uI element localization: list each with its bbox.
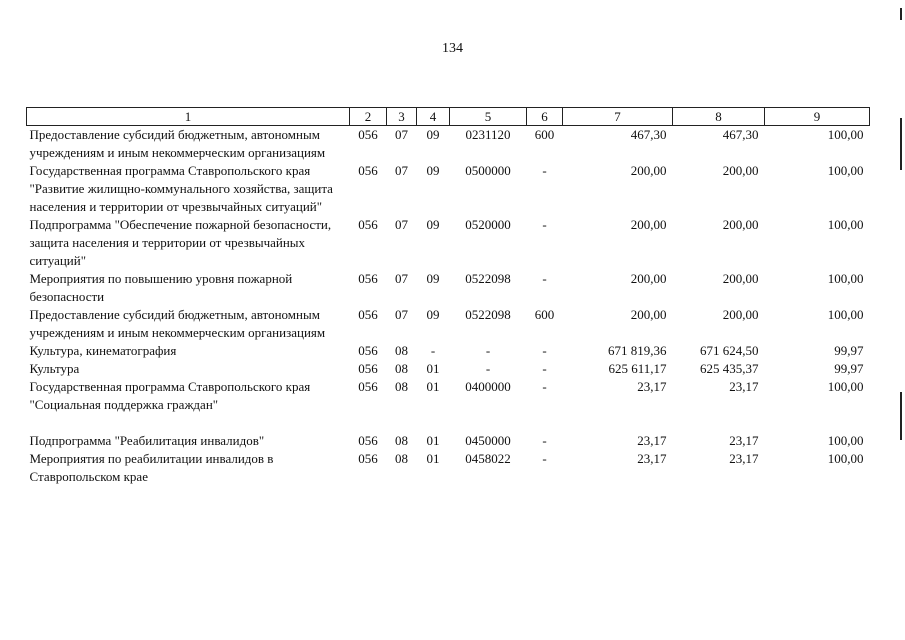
cell-target-code: 0400000 xyxy=(465,379,511,394)
cell-actual: 467,30 xyxy=(722,127,759,142)
cell-percent: 100,00 xyxy=(827,307,864,322)
column-header: 9 xyxy=(765,108,870,126)
edge-mark-top xyxy=(900,8,902,20)
cell-target-code: 0458022 xyxy=(465,451,511,466)
row-name: Предоставление субсидий бюджетным, автономным учреждениям и иным некоммерческим организациям xyxy=(29,307,326,340)
table-row xyxy=(27,126,870,163)
cell-actual: 23,17 xyxy=(729,451,759,466)
cell-subsection: 01 xyxy=(426,361,440,376)
cell-ministry: 056 xyxy=(358,271,378,286)
column-header: 7 xyxy=(563,108,673,126)
cell-percent: 100,00 xyxy=(827,379,864,394)
cell-plan: 23,17 xyxy=(637,379,667,394)
cell-subsection: 09 xyxy=(426,307,440,322)
cell-target-code: 0500000 xyxy=(465,163,511,178)
cell-subsection: 01 xyxy=(426,379,440,394)
cell-plan: 200,00 xyxy=(630,271,667,286)
edge-mark-middle xyxy=(900,118,902,170)
cell-ministry: 056 xyxy=(358,433,378,448)
cell-subsection: 09 xyxy=(426,217,440,232)
budget-table xyxy=(26,107,870,486)
table-row xyxy=(27,306,870,342)
table-row xyxy=(27,162,870,216)
cell-subsection: 09 xyxy=(426,163,440,178)
cell-subsection: 09 xyxy=(426,271,440,286)
column-header: 5 xyxy=(450,108,527,126)
column-header: 1 xyxy=(27,108,350,126)
cell-section: 08 xyxy=(395,361,408,376)
row-name: Государственная программа Ставропольского края "Развитие жилищно-коммунального хозяйства, защита населения и территории от чрезвычайных ситуаций" xyxy=(29,163,333,214)
cell-ministry: 056 xyxy=(358,163,378,178)
cell-section: 07 xyxy=(395,127,408,142)
cell-ministry: 056 xyxy=(358,361,378,376)
table-row xyxy=(27,216,870,270)
table-row xyxy=(27,360,870,378)
cell-ministry: 056 xyxy=(358,451,378,466)
cell-percent: 100,00 xyxy=(827,127,864,142)
cell-actual: 23,17 xyxy=(729,379,759,394)
cell-subsection: 09 xyxy=(426,127,440,142)
cell-plan: 625 611,17 xyxy=(608,361,667,376)
row-name: Подпрограмма "Обеспечение пожарной безопасности, защита населения и территории от чрезвычайных ситуаций" xyxy=(29,217,332,268)
cell-subsection: 01 xyxy=(426,451,440,466)
row-name: Мероприятия по повышению уровня пожарной безопасности xyxy=(29,271,293,304)
row-name: Подпрограмма "Реабилитация инвалидов" xyxy=(29,433,265,448)
cell-expense-type: - xyxy=(542,361,547,376)
cell-section: 07 xyxy=(395,307,408,322)
cell-expense-type: - xyxy=(542,271,547,286)
cell-ministry: 056 xyxy=(358,343,378,358)
column-header: 8 xyxy=(673,108,765,126)
cell-expense-type: - xyxy=(542,163,547,178)
table-row xyxy=(27,270,870,306)
cell-percent: 100,00 xyxy=(827,217,864,232)
cell-target-code: 0522098 xyxy=(465,271,511,286)
cell-section: 07 xyxy=(395,217,408,232)
cell-ministry: 056 xyxy=(358,307,378,322)
cell-percent: 99,97 xyxy=(834,343,864,358)
cell-target-code: 0522098 xyxy=(465,307,511,322)
cell-plan: 23,17 xyxy=(637,451,667,466)
cell-actual: 23,17 xyxy=(729,433,759,448)
cell-target-code: - xyxy=(485,343,491,358)
cell-percent: 100,00 xyxy=(827,163,864,178)
cell-ministry: 056 xyxy=(358,127,378,142)
table-row xyxy=(27,450,870,486)
cell-actual: 671 624,50 xyxy=(700,343,759,358)
table-header-row xyxy=(27,108,870,126)
cell-section: 08 xyxy=(395,451,408,466)
cell-subsection: 01 xyxy=(426,433,440,448)
edge-mark-lower xyxy=(900,392,902,440)
column-header: 2 xyxy=(350,108,387,126)
cell-ministry: 056 xyxy=(358,379,378,394)
cell-percent: 100,00 xyxy=(827,271,864,286)
cell-target-code: - xyxy=(485,361,491,376)
table-row xyxy=(27,342,870,360)
table-row xyxy=(27,432,870,450)
cell-target-code: 0520000 xyxy=(465,217,511,232)
page-number: 134 xyxy=(442,41,463,56)
table-row xyxy=(27,378,870,414)
cell-actual: 625 435,37 xyxy=(700,361,759,376)
cell-expense-type: - xyxy=(542,433,547,448)
cell-percent: 99,97 xyxy=(834,361,864,376)
cell-actual: 200,00 xyxy=(722,307,759,322)
cell-target-code: 0450000 xyxy=(465,433,511,448)
cell-percent: 100,00 xyxy=(827,451,864,466)
cell-plan: 671 819,36 xyxy=(608,343,667,358)
row-name: Культура, кинематография xyxy=(29,343,177,358)
row-spacer xyxy=(27,414,870,432)
cell-percent: 100,00 xyxy=(827,433,864,448)
cell-ministry: 056 xyxy=(358,217,378,232)
cell-section: 08 xyxy=(395,379,408,394)
row-name: Государственная программа Ставропольского края "Социальная поддержка граждан" xyxy=(29,379,311,412)
cell-section: 07 xyxy=(395,271,408,286)
row-name: Мероприятия по реабилитации инвалидов в Ставропольском крае xyxy=(29,451,274,484)
cell-plan: 23,17 xyxy=(637,433,667,448)
cell-plan: 467,30 xyxy=(630,127,667,142)
cell-plan: 200,00 xyxy=(630,307,667,322)
cell-section: 07 xyxy=(395,163,408,178)
cell-expense-type: - xyxy=(542,451,547,466)
cell-target-code: 0231120 xyxy=(465,127,511,142)
cell-actual: 200,00 xyxy=(722,217,759,232)
column-header: 4 xyxy=(417,108,450,126)
row-name: Предоставление субсидий бюджетным, автономным учреждениям и иным некоммерческим организациям xyxy=(29,127,326,160)
cell-expense-type: 600 xyxy=(534,127,555,142)
cell-expense-type: - xyxy=(542,217,547,232)
cell-expense-type: - xyxy=(542,343,547,358)
column-header: 3 xyxy=(387,108,417,126)
cell-actual: 200,00 xyxy=(722,163,759,178)
cell-section: 08 xyxy=(395,343,408,358)
cell-plan: 200,00 xyxy=(630,163,667,178)
row-name: Культура xyxy=(29,361,80,376)
cell-expense-type: - xyxy=(542,379,547,394)
cell-subsection: - xyxy=(430,343,436,358)
cell-expense-type: 600 xyxy=(534,307,555,322)
cell-actual: 200,00 xyxy=(722,271,759,286)
cell-section: 08 xyxy=(395,433,408,448)
column-header: 6 xyxy=(527,108,563,126)
cell-plan: 200,00 xyxy=(630,217,667,232)
